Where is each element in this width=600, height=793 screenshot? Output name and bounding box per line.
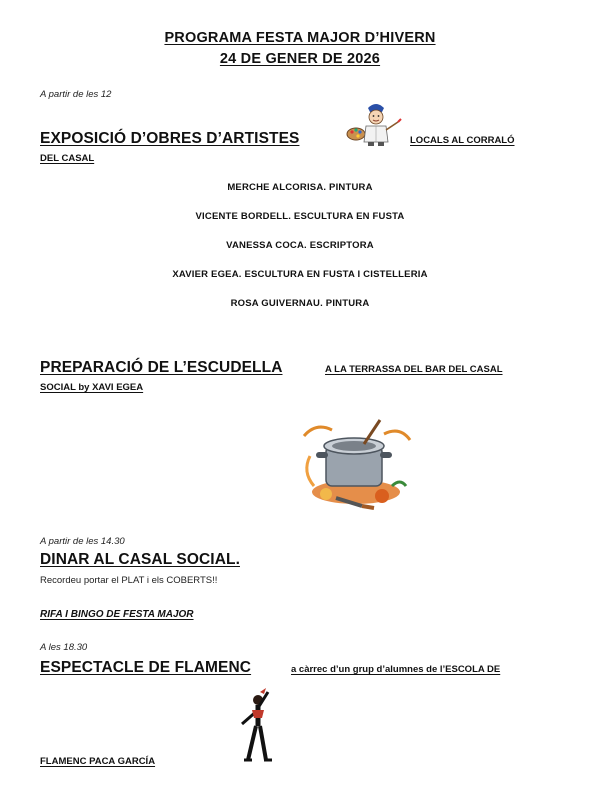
exposicio-time: A partir de les 12 [40, 89, 112, 100]
exposicio-location-line2: DEL CASAL [40, 153, 95, 164]
escudella-location-line1: A LA TERRASSA DEL BAR DEL CASAL [325, 364, 503, 375]
painter-icon [346, 100, 406, 148]
escudella-location-line2: SOCIAL by XAVI EGEA [40, 382, 144, 393]
flamenco-dancer-icon [234, 688, 278, 764]
artist-line: ROSA GUIVERNAU. PINTURA [230, 298, 370, 309]
flamenc-detail-line2: FLAMENC PACA GARCÍA [40, 756, 156, 767]
artist-line: MERCHE ALCORISA. PINTURA [227, 182, 373, 193]
program-title: PROGRAMA FESTA MAJOR D’HIVERN [164, 30, 436, 46]
escudella-heading: PREPARACIÓ DE L’ESCUDELLA [40, 359, 283, 376]
program-date: 24 DE GENER DE 2026 [219, 51, 381, 67]
dinar-time: A partir de les 14.30 [40, 536, 125, 547]
flamenc-detail-line1: a càrrec d’un grup d’alumnes de l’ESCOLA DE [291, 664, 501, 675]
exposicio-heading: EXPOSICIÓ D’OBRES D’ARTISTES [40, 130, 300, 147]
cooking-pot-icon [296, 416, 414, 512]
artist-line: VICENTE BORDELL. ESCULTURA EN FUSTA [195, 211, 405, 222]
artist-line: XAVIER EGEA. ESCULTURA EN FUSTA I CISTELLERIA [172, 269, 428, 280]
dinar-heading: DINAR AL CASAL SOCIAL. [40, 551, 240, 568]
flamenc-heading: ESPECTACLE DE FLAMENC [40, 659, 252, 676]
rifa-heading: RIFA I BINGO DE FESTA MAJOR [40, 609, 194, 620]
dinar-note: Recordeu portar el PLAT i els COBERTS!! [40, 575, 218, 586]
flamenc-time: A les 18.30 [40, 642, 88, 653]
exposicio-location-line1: LOCALS AL CORRALÓ [410, 135, 515, 146]
artist-line: VANESSA COCA. ESCRIPTORA [226, 240, 374, 251]
